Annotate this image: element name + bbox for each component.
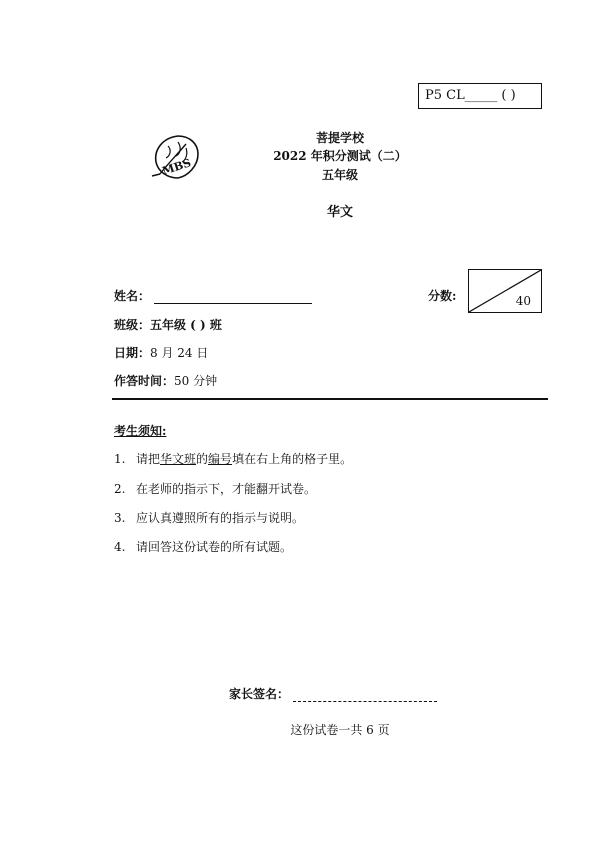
date-label: 日期：	[114, 346, 151, 360]
notice-number: 3.	[114, 511, 126, 525]
page-count-note: 这份试卷一共 6 页	[290, 723, 390, 737]
score-label: 分数:	[428, 289, 457, 303]
notice-text: 在老师的指示下，才能翻开试卷。	[136, 482, 317, 496]
notice-number: 4.	[114, 540, 126, 554]
notice-item	[114, 538, 292, 555]
class-label: 班级：五年级 ( ) 班	[114, 318, 222, 332]
parent-signature-label: 家长签名：	[229, 687, 290, 701]
notice-underlined-text: 编号	[208, 452, 233, 466]
name-label: 姓名：	[114, 289, 151, 303]
time-row	[114, 372, 217, 389]
time-value: 50 分钟	[174, 374, 218, 388]
class-number-text: P5 CL_____ ( )	[425, 88, 516, 103]
class-row	[114, 316, 222, 333]
subject-title: 华文	[326, 205, 353, 220]
notice-item	[114, 480, 316, 497]
notice-text: 应认真遵照所有的指示与说明。	[136, 511, 305, 525]
notice-underlined-text: 华文班	[160, 452, 197, 466]
grade-title: 五年级	[321, 168, 358, 182]
date-value: 8 月 24 日	[150, 346, 209, 360]
notice-text: 的	[196, 452, 209, 466]
name-field[interactable]	[154, 291, 312, 304]
notice-text: 填在右上角的格子里。	[232, 452, 353, 466]
notice-item	[114, 509, 304, 526]
test-title: 2022 年积分测试（二）	[273, 149, 407, 163]
school-name: 菩提学校	[315, 131, 364, 145]
score-box	[468, 269, 542, 313]
notice-text: 请把	[136, 452, 161, 466]
notice-text: 请回答这份试卷的所有试题。	[136, 540, 293, 554]
name-row	[114, 287, 312, 304]
class-number-box	[418, 83, 542, 109]
parent-signature-row	[229, 685, 437, 702]
notice-number: 2.	[114, 482, 126, 496]
parent-signature-field[interactable]	[293, 689, 437, 702]
time-label: 作答时间：	[114, 374, 175, 388]
section-divider	[112, 398, 548, 400]
score-total: 40	[515, 294, 531, 308]
notice-item	[114, 450, 352, 467]
notice-number: 1.	[114, 452, 126, 466]
notice-title: 考生须知:	[114, 424, 167, 438]
logo-letters: MBS	[160, 156, 193, 178]
date-row	[114, 344, 208, 361]
